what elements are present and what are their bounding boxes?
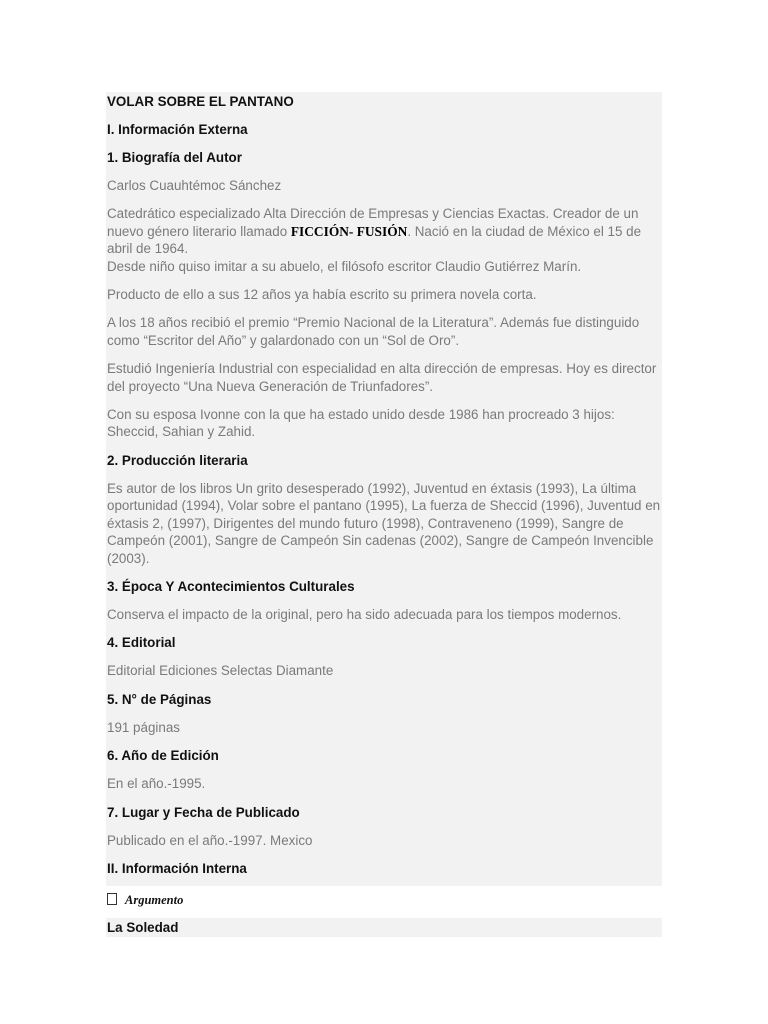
biography-paragraph-2: Producto de ello a sus 12 años ya había escrito su primera novela corta. (107, 287, 537, 303)
heading-biography: 1. Biografía del Autor (107, 150, 242, 165)
document-page (106, 92, 662, 937)
bio-text-1c: Desde niño quiso imitar a su abuelo, el filósofo escritor Claudio Gutiérrez Marín. (107, 258, 582, 274)
literary-production-text: Es autor de los libros Un grito desesperado (1992), Juventud en éxtasis (1993), La última oportunidad (1994), Volar sobre el pantano (1995), La fuerza de Sheccid (1996), Juventud en éxtasis 2, (1997), Dirigentes del mundo futuro (1998), Contraveneno (1999), Sangre de Campeón (2001), Sangre de Campeón Sin cadenas (2002), Sangre de Campeón Invencible (2003). (107, 480, 661, 566)
biography-paragraph-5: Con su esposa Ivonne con la que ha estado unido desde 1986 han procreado 3 hijos: Sheccid, Sahian y Zahid. (107, 407, 615, 440)
document-title: VOLAR SOBRE EL PANTANO (107, 94, 294, 109)
heading-edition-year: 6. Año de Edición (107, 748, 219, 764)
biography-paragraph-3: A los 18 años recibió el premio “Premio Nacional de la Literatura”. Además fue distinguido como “Escritor del Año” y galardonado con un “Sol de Oro”. (107, 315, 640, 348)
argument-bullet (106, 886, 662, 914)
page-count-text: 191 páginas (107, 719, 180, 735)
heading-literary-production: 2. Producción literaria (107, 452, 248, 468)
section-heading-external-info: I. Información Externa (107, 122, 248, 137)
editorial-text: Editorial Ediciones Selectas Diamante (107, 663, 334, 679)
heading-soledad: La Soledad (107, 919, 179, 935)
epoch-text: Conserva el impacto de la original, pero ha sido adecuada para los tiempos modernos. (107, 606, 622, 622)
edition-year-text: En el año.-1995. (107, 776, 206, 792)
section-heading-internal-info: II. Información Interna (107, 860, 247, 876)
bio-genre-name: FICCIÓN- FUSIÓN (290, 223, 408, 239)
argument-label: Argumento (125, 892, 184, 907)
biography-paragraph-1 (106, 204, 662, 276)
bio-text-1a: Catedrático especializado Alta Dirección de Empresas y Ciencias Exactas. Creador de un nuevo género literario llamado (107, 206, 639, 239)
heading-publication-place: 7. Lugar y Fecha de Publicado (107, 804, 300, 820)
heading-epoch: 3. Época Y Acontecimientos Culturales (107, 578, 355, 594)
checkbox-square-icon (107, 893, 117, 905)
document-body (106, 92, 662, 886)
heading-editorial: 4. Editorial (107, 635, 176, 651)
heading-page-count: 5. N° de Páginas (107, 691, 212, 707)
biography-paragraph-4: Estudió Ingeniería Industrial con especialidad en alta dirección de empresas. Hoy es director del proyecto “Una Nueva Generación de Triunfadores”. (107, 361, 657, 394)
author-name: Carlos Cuauhtémoc Sánchez (107, 178, 282, 193)
bio-text-1b: . Nació en la ciudad de México el 15 de abril de 1964. (107, 223, 642, 257)
soledad-block (106, 918, 662, 937)
publication-place-text: Publicado en el año.-1997. Mexico (107, 832, 313, 848)
